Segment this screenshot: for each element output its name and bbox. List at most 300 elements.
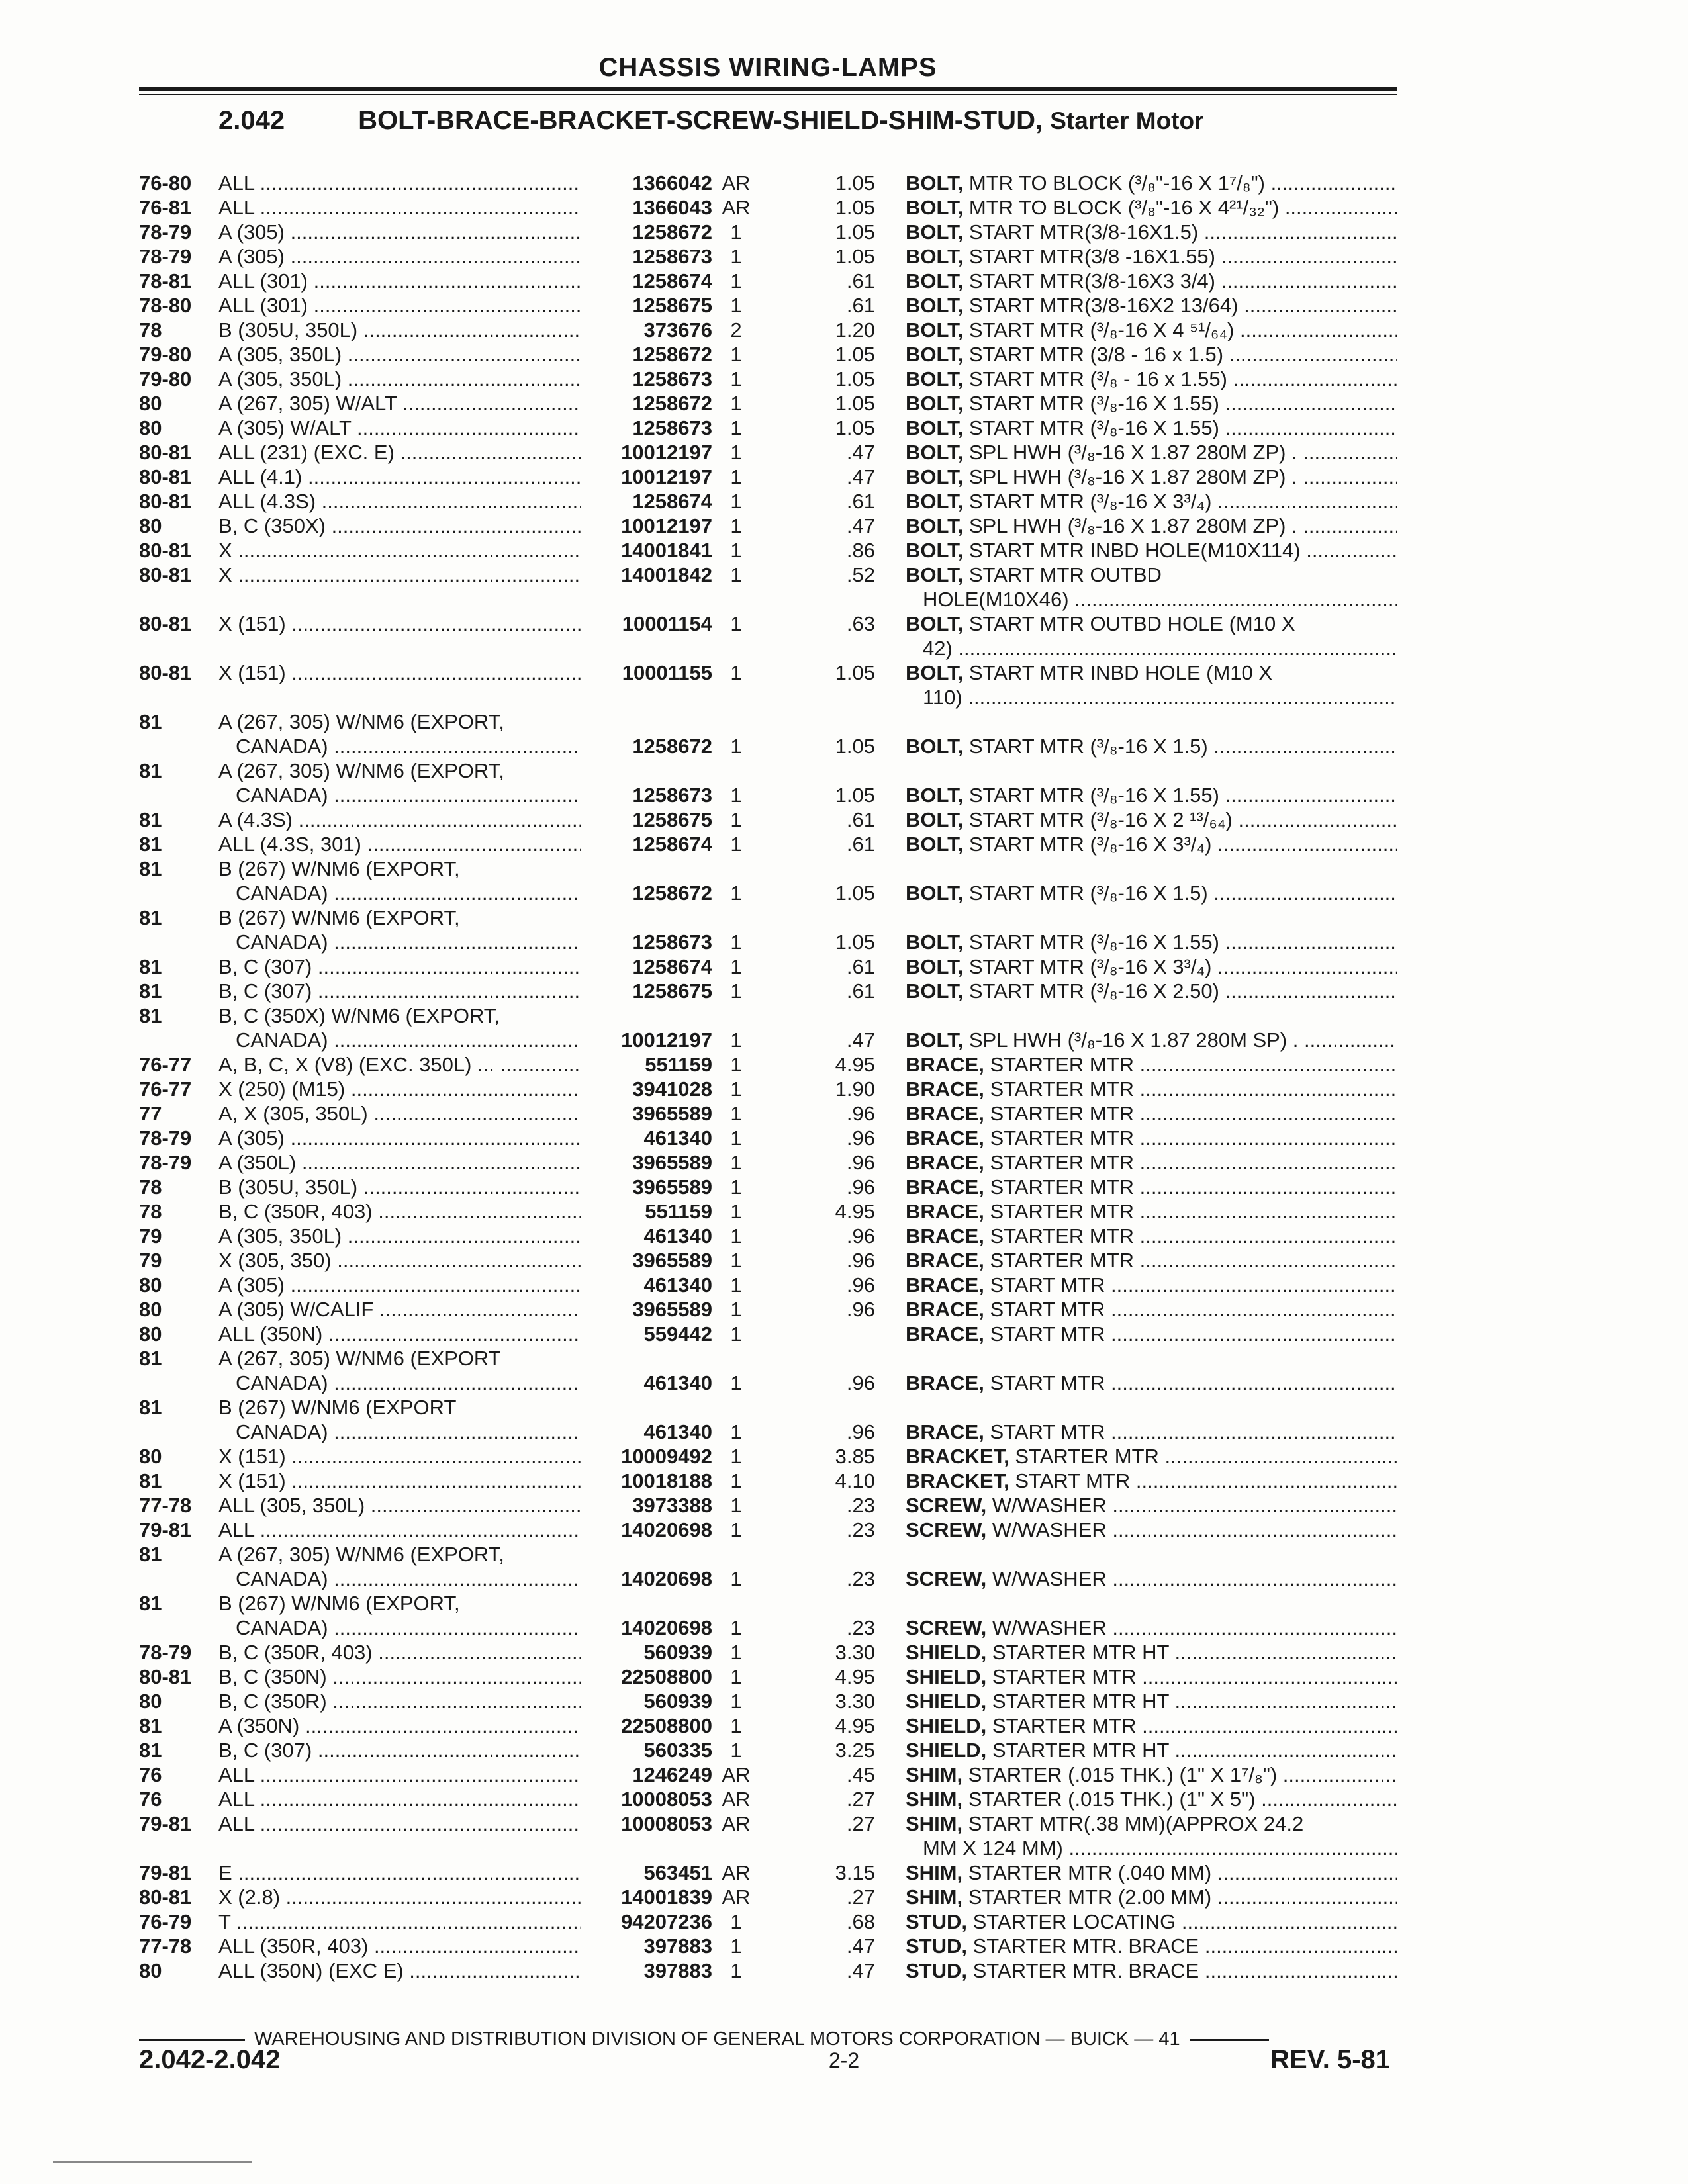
quantity-cell (712, 1395, 760, 1444)
part-number-cell (581, 660, 712, 709)
description-keyword: BOLT, (906, 318, 964, 341)
description-line (906, 391, 1397, 416)
table-row (139, 391, 1397, 416)
year-cell: 80 (139, 1959, 162, 1982)
quantity: 1 (730, 1077, 742, 1101)
model-text: B (267) W/NM6 (EXPORT, (218, 857, 460, 880)
price: .61 (846, 808, 875, 831)
model-text: ALL ..... (218, 1762, 581, 1787)
description-cell (906, 1958, 1397, 1983)
description-keyword: SHIELD, (906, 1739, 987, 1762)
part-number: 1366043 (632, 196, 712, 219)
description-cell (906, 1322, 1397, 1346)
table-row (139, 1150, 1397, 1175)
model-text: T ..... (218, 1909, 581, 1934)
part-number-cell (581, 1150, 712, 1175)
part-number: 1258674 (632, 490, 712, 513)
model-cell (218, 1175, 581, 1199)
model-text: B, C (350R) ..... (218, 1689, 581, 1713)
description-text: STARTER MTR. BRACE (972, 1959, 1199, 1982)
price: .68 (846, 1910, 875, 1933)
description-line (906, 1934, 1397, 1958)
price: .96 (846, 1371, 875, 1394)
quantity-cell (712, 1542, 760, 1591)
price: .23 (846, 1494, 875, 1517)
description-cell (906, 1591, 1397, 1640)
model-text: CANADA) ..... (218, 1028, 581, 1052)
part-number-cell (581, 1346, 712, 1395)
price: .96 (846, 1224, 875, 1248)
part-number-cell (581, 440, 712, 465)
quantity-cell (712, 465, 760, 489)
year-cell: 80 (139, 392, 162, 415)
price: 1.05 (835, 245, 875, 268)
quantity: 1 (730, 343, 742, 366)
part-number-cell (581, 1469, 712, 1493)
part-number-cell (581, 1909, 712, 1934)
part-number-cell (581, 269, 712, 293)
part-number: 3965589 (632, 1151, 712, 1174)
year-cell: 81 (139, 1714, 162, 1737)
model-text: ALL (350R, 403) ..... (218, 1934, 581, 1958)
part-number-cell (581, 318, 712, 342)
quantity: 1 (730, 1494, 742, 1517)
footer-division-text: WAREHOUSING AND DISTRIBUTION DIVISION OF GENERAL MOTORS CORPORATION — BUICK — 41 (254, 2028, 1180, 2050)
description-text: SPL HWH (³/₈-16 X 1.87 280M ZP) . (968, 465, 1297, 488)
price: .96 (846, 1420, 875, 1443)
description-cell (906, 1126, 1397, 1150)
part-number-cell (581, 1542, 712, 1591)
price: 1.05 (835, 882, 875, 905)
model-text: B, C (350N) ..... (218, 1664, 581, 1689)
quantity: 1 (730, 269, 742, 293)
year-cell: 81 (139, 906, 162, 929)
part-number-cell (581, 293, 712, 318)
year-cell: 76-79 (139, 1910, 192, 1933)
description-keyword: BRACE, (906, 1200, 984, 1223)
year-cell: 80-81 (139, 1665, 192, 1688)
part-number: 10009492 (621, 1445, 712, 1468)
description-text: START MTR (³/₈-16 X 1.5) (968, 882, 1208, 905)
part-number: 1258673 (632, 784, 712, 807)
quantity-cell (712, 318, 760, 342)
table-row (139, 1713, 1397, 1738)
quantity: 1 (730, 1910, 742, 1933)
part-number: 10012197 (621, 1028, 712, 1052)
year-cell: 80-81 (139, 661, 192, 684)
description-text: STARTER MTR (990, 1175, 1135, 1199)
quantity-cell (712, 1126, 760, 1150)
model-text: A (350L) ..... (218, 1150, 581, 1175)
quantity: 1 (730, 416, 742, 439)
description-keyword: BRACE, (906, 1102, 984, 1125)
quantity-cell (712, 489, 760, 514)
quantity-cell (712, 269, 760, 293)
price-cell (760, 856, 906, 905)
title-rule-thin (139, 94, 1397, 95)
part-number: 1258673 (632, 367, 712, 390)
description-keyword: BOLT, (906, 245, 964, 268)
part-number-cell (581, 1518, 712, 1542)
price-cell (760, 220, 906, 244)
part-number-cell (581, 1493, 712, 1518)
description-text: STARTER MTR (990, 1224, 1135, 1248)
year-cell: 80 (139, 1445, 162, 1468)
price: 1.05 (835, 367, 875, 390)
description-cell (906, 1738, 1397, 1762)
description-keyword: SCREW, (906, 1616, 987, 1639)
description-line (906, 440, 1397, 465)
part-number: 461340 (643, 1126, 712, 1150)
description-keyword: BOLT, (906, 416, 964, 439)
description-line (906, 1738, 1397, 1762)
description-keyword: BRACE, (906, 1126, 984, 1150)
part-number-cell (581, 758, 712, 807)
price-cell (760, 1811, 906, 1860)
table-row (139, 538, 1397, 563)
part-number-cell (581, 563, 712, 612)
description-text: MTR TO BLOCK (³/₈"-16 X 1⁷/₈") (968, 171, 1265, 195)
title-rule (139, 87, 1397, 91)
description-line (906, 1762, 1397, 1787)
description-text: STARTER MTR (990, 1126, 1135, 1150)
price-cell (760, 1297, 906, 1322)
part-number: 1258672 (632, 882, 712, 905)
description-keyword: BRACE, (906, 1298, 984, 1321)
description-cell (906, 1273, 1397, 1297)
table-row (139, 1811, 1397, 1860)
description-keyword: SCREW, (906, 1494, 987, 1517)
part-number: 1366042 (632, 171, 712, 195)
model-text: B, C (350R, 403) ..... (218, 1640, 581, 1664)
quantity: 1 (730, 1739, 742, 1762)
year-cell: 81 (139, 857, 162, 880)
price-cell (760, 1444, 906, 1469)
model-cell (218, 832, 581, 856)
quantity: 1 (730, 1102, 742, 1125)
description-cell (906, 1444, 1397, 1469)
model-cell (218, 538, 581, 563)
price-cell (760, 1052, 906, 1077)
part-number-cell (581, 367, 712, 391)
part-number-cell (581, 1689, 712, 1713)
quantity-cell (712, 1811, 760, 1860)
quantity-cell (712, 905, 760, 954)
description-line (906, 832, 1397, 856)
description-keyword: BOLT, (906, 931, 964, 954)
part-number-cell (581, 1101, 712, 1126)
description-line (906, 954, 1397, 979)
part-number: 3965589 (632, 1102, 712, 1125)
description-cell (906, 1003, 1397, 1052)
price-cell (760, 465, 906, 489)
description-keyword: BOLT, (906, 465, 964, 488)
page-title: CHASSIS WIRING-LAMPS (598, 53, 937, 82)
model-text: A (267, 305) W/NM6 (EXPORT, (218, 1543, 504, 1566)
price: 4.95 (835, 1714, 875, 1737)
year-cell: 77-78 (139, 1494, 192, 1517)
parts-table-body (139, 171, 1397, 1983)
description-text: START MTR (³/₈-16 X 2.50) (968, 979, 1219, 1003)
model-text: A (305) ..... (218, 244, 581, 269)
model-cell (218, 220, 581, 244)
price-cell (760, 660, 906, 709)
description-line (906, 1322, 1397, 1346)
year-cell: 81 (139, 1004, 162, 1027)
part-number: 94207236 (621, 1910, 712, 1933)
quantity-cell (712, 1591, 760, 1640)
quantity: 1 (730, 784, 742, 807)
part-number: 10012197 (621, 465, 712, 488)
description-cell (906, 1150, 1397, 1175)
year-cell: 80 (139, 1690, 162, 1713)
description-line (906, 220, 1397, 244)
year-cell: 81 (139, 1347, 162, 1370)
part-number: 461340 (643, 1420, 712, 1443)
quantity-cell (712, 1150, 760, 1175)
description-keyword: BOLT, (906, 539, 964, 562)
table-row (139, 1542, 1397, 1591)
description-line (906, 783, 1397, 807)
price-cell (760, 1273, 906, 1297)
model-cell (218, 563, 581, 612)
description-text: START MTR(3/8-16X3 3/4) (968, 269, 1215, 293)
price-cell (760, 367, 906, 391)
price-cell (760, 1738, 906, 1762)
model-text: E ..... (218, 1860, 581, 1885)
price: .47 (846, 1028, 875, 1052)
description-text: START MTR (990, 1322, 1105, 1345)
model-text: X ..... (218, 538, 581, 563)
part-number: 373676 (643, 318, 712, 341)
model-cell (218, 1248, 581, 1273)
price: .52 (846, 563, 875, 586)
table-row (139, 1909, 1397, 1934)
year-cell: 79 (139, 1224, 162, 1248)
description-keyword: BOLT, (906, 343, 964, 366)
part-number-cell (581, 1395, 712, 1444)
year-cell: 81 (139, 1469, 162, 1492)
table-row (139, 832, 1397, 856)
part-number-cell (581, 220, 712, 244)
part-number: 3965589 (632, 1249, 712, 1272)
description-line (906, 1444, 1397, 1469)
description-cell (906, 1909, 1397, 1934)
model-cell (218, 1860, 581, 1885)
price-cell (760, 416, 906, 440)
model-cell (218, 1346, 581, 1395)
description-cell (906, 1518, 1397, 1542)
description-text: START MTR (990, 1273, 1105, 1297)
price: .86 (846, 539, 875, 562)
description-keyword: SHIELD, (906, 1690, 987, 1713)
part-number-cell (581, 1003, 712, 1052)
price: .61 (846, 979, 875, 1003)
part-number-cell (581, 1664, 712, 1689)
part-number-cell (581, 1640, 712, 1664)
quantity-cell (712, 1762, 760, 1787)
quantity: 1 (730, 563, 742, 586)
description-text: STARTER MTR (990, 1053, 1135, 1076)
model-cell (218, 954, 581, 979)
description-cell (906, 318, 1397, 342)
part-number-cell (581, 905, 712, 954)
model-cell (218, 1493, 581, 1518)
model-text: CANADA) ..... (218, 1567, 581, 1591)
table-row (139, 856, 1397, 905)
year-cell: 81 (139, 808, 162, 831)
quantity-cell (712, 1518, 760, 1542)
price-cell (760, 293, 906, 318)
quantity: 1 (730, 1200, 742, 1223)
year-cell: 78 (139, 1175, 162, 1199)
table-row (139, 1346, 1397, 1395)
year-cell: 81 (139, 1739, 162, 1762)
year-cell: 78 (139, 1200, 162, 1223)
part-number: 560939 (643, 1641, 712, 1664)
price-cell (760, 1395, 906, 1444)
model-text: X (151) ..... (218, 612, 581, 636)
quantity: 1 (730, 735, 742, 758)
description-line (906, 1615, 1397, 1640)
part-number-cell (581, 1934, 712, 1958)
model-cell (218, 1469, 581, 1493)
quantity-cell (712, 1787, 760, 1811)
description-keyword: BOLT, (906, 367, 964, 390)
footer-rule-right (1190, 2039, 1269, 2041)
model-text: A (267, 305) W/NM6 (EXPORT, (218, 710, 504, 733)
description-line (906, 1493, 1397, 1518)
quantity: 1 (730, 1690, 742, 1713)
description-continuation: 110) ..... (906, 685, 1397, 709)
description-line (906, 1371, 1397, 1395)
price-cell (760, 1689, 906, 1713)
price: 3.25 (835, 1739, 875, 1762)
price-cell (760, 1713, 906, 1738)
quantity-cell (712, 807, 760, 832)
description-text: STARTER MTR (990, 1102, 1135, 1125)
model-text: B, C (307) ..... (218, 1738, 581, 1762)
model-cell (218, 1395, 581, 1444)
quantity: 1 (730, 1126, 742, 1150)
description-cell (906, 709, 1397, 758)
description-line (906, 1567, 1397, 1591)
footer-rule-left (139, 2039, 245, 2041)
year-cell: 80-81 (139, 490, 192, 513)
year-cell: 79-80 (139, 367, 192, 390)
model-cell (218, 293, 581, 318)
quantity-cell (712, 1199, 760, 1224)
quantity: 1 (730, 1371, 742, 1394)
description-text: START MTR (³/₈-16 X 1.55) (968, 416, 1219, 439)
year-cell: 79 (139, 1249, 162, 1272)
description-line (906, 342, 1397, 367)
description-text: START MTR (³/₈-16 X 3³/₄) (968, 833, 1212, 856)
part-number-cell (581, 954, 712, 979)
price-cell (760, 195, 906, 220)
part-number-cell (581, 1175, 712, 1199)
quantity-cell (712, 979, 760, 1003)
model-cell (218, 1077, 581, 1101)
description-cell (906, 367, 1397, 391)
year-cell: 79-81 (139, 1518, 192, 1541)
table-row (139, 1640, 1397, 1664)
model-text: CANADA) ..... (218, 1615, 581, 1640)
quantity-cell (712, 440, 760, 465)
price-cell (760, 1958, 906, 1983)
part-number: 1258675 (632, 808, 712, 831)
model-text: B, C (350R, 403) ..... (218, 1199, 581, 1224)
description-line (906, 1126, 1397, 1150)
price: .27 (846, 1812, 875, 1835)
price-cell (760, 1860, 906, 1885)
footer-revision: REV. 5-81 (1270, 2045, 1390, 2074)
description-text: START MTR (³/₈-16 X 1.55) (968, 931, 1219, 954)
description-keyword: BOLT, (906, 490, 964, 513)
model-text: X ..... (218, 563, 581, 587)
description-text: START MTR (³/₈-16 X 2 ¹³/₆₄) (968, 808, 1233, 831)
description-cell (906, 1052, 1397, 1077)
year-cell: 81 (139, 833, 162, 856)
year-cell: 80-81 (139, 1886, 192, 1909)
price-cell (760, 1787, 906, 1811)
model-cell (218, 1640, 581, 1664)
table-row (139, 269, 1397, 293)
footer-page-number: 2-2 (828, 2048, 860, 2072)
description-line (906, 1713, 1397, 1738)
model-cell (218, 807, 581, 832)
price: .27 (846, 1886, 875, 1909)
quantity: 1 (730, 465, 742, 488)
model-cell (218, 1591, 581, 1640)
price: .23 (846, 1567, 875, 1590)
model-text: ALL ..... (218, 1811, 581, 1836)
price-cell (760, 1664, 906, 1689)
part-number-cell (581, 1811, 712, 1860)
description-text: STARTER MTR (.040 MM) (968, 1861, 1212, 1884)
model-cell (218, 1224, 581, 1248)
part-number: 1258672 (632, 392, 712, 415)
quantity-cell (712, 171, 760, 195)
part-number-cell (581, 1273, 712, 1297)
quantity-cell (712, 1958, 760, 1983)
quantity-cell (712, 195, 760, 220)
model-text: B, C (307) ..... (218, 979, 581, 1003)
model-cell (218, 979, 581, 1003)
description-text: W/WASHER (992, 1518, 1107, 1541)
price-cell (760, 1885, 906, 1909)
description-cell (906, 1175, 1397, 1199)
description-keyword: BRACE, (906, 1224, 984, 1248)
price: 1.05 (835, 416, 875, 439)
model-cell (218, 367, 581, 391)
price: 3.30 (835, 1690, 875, 1713)
price-cell (760, 1199, 906, 1224)
model-cell (218, 905, 581, 954)
description-cell (906, 1346, 1397, 1395)
part-number: 1258673 (632, 416, 712, 439)
model-cell (218, 1664, 581, 1689)
quantity: AR (722, 196, 751, 219)
quantity: AR (722, 1763, 751, 1786)
description-text: STARTER MTR (990, 1077, 1135, 1101)
year-cell: 78-79 (139, 1151, 192, 1174)
model-text: ALL (4.1) ..... (218, 465, 581, 489)
description-cell (906, 856, 1397, 905)
part-number-cell (581, 1713, 712, 1738)
description-cell (906, 514, 1397, 538)
quantity: 1 (730, 1567, 742, 1590)
